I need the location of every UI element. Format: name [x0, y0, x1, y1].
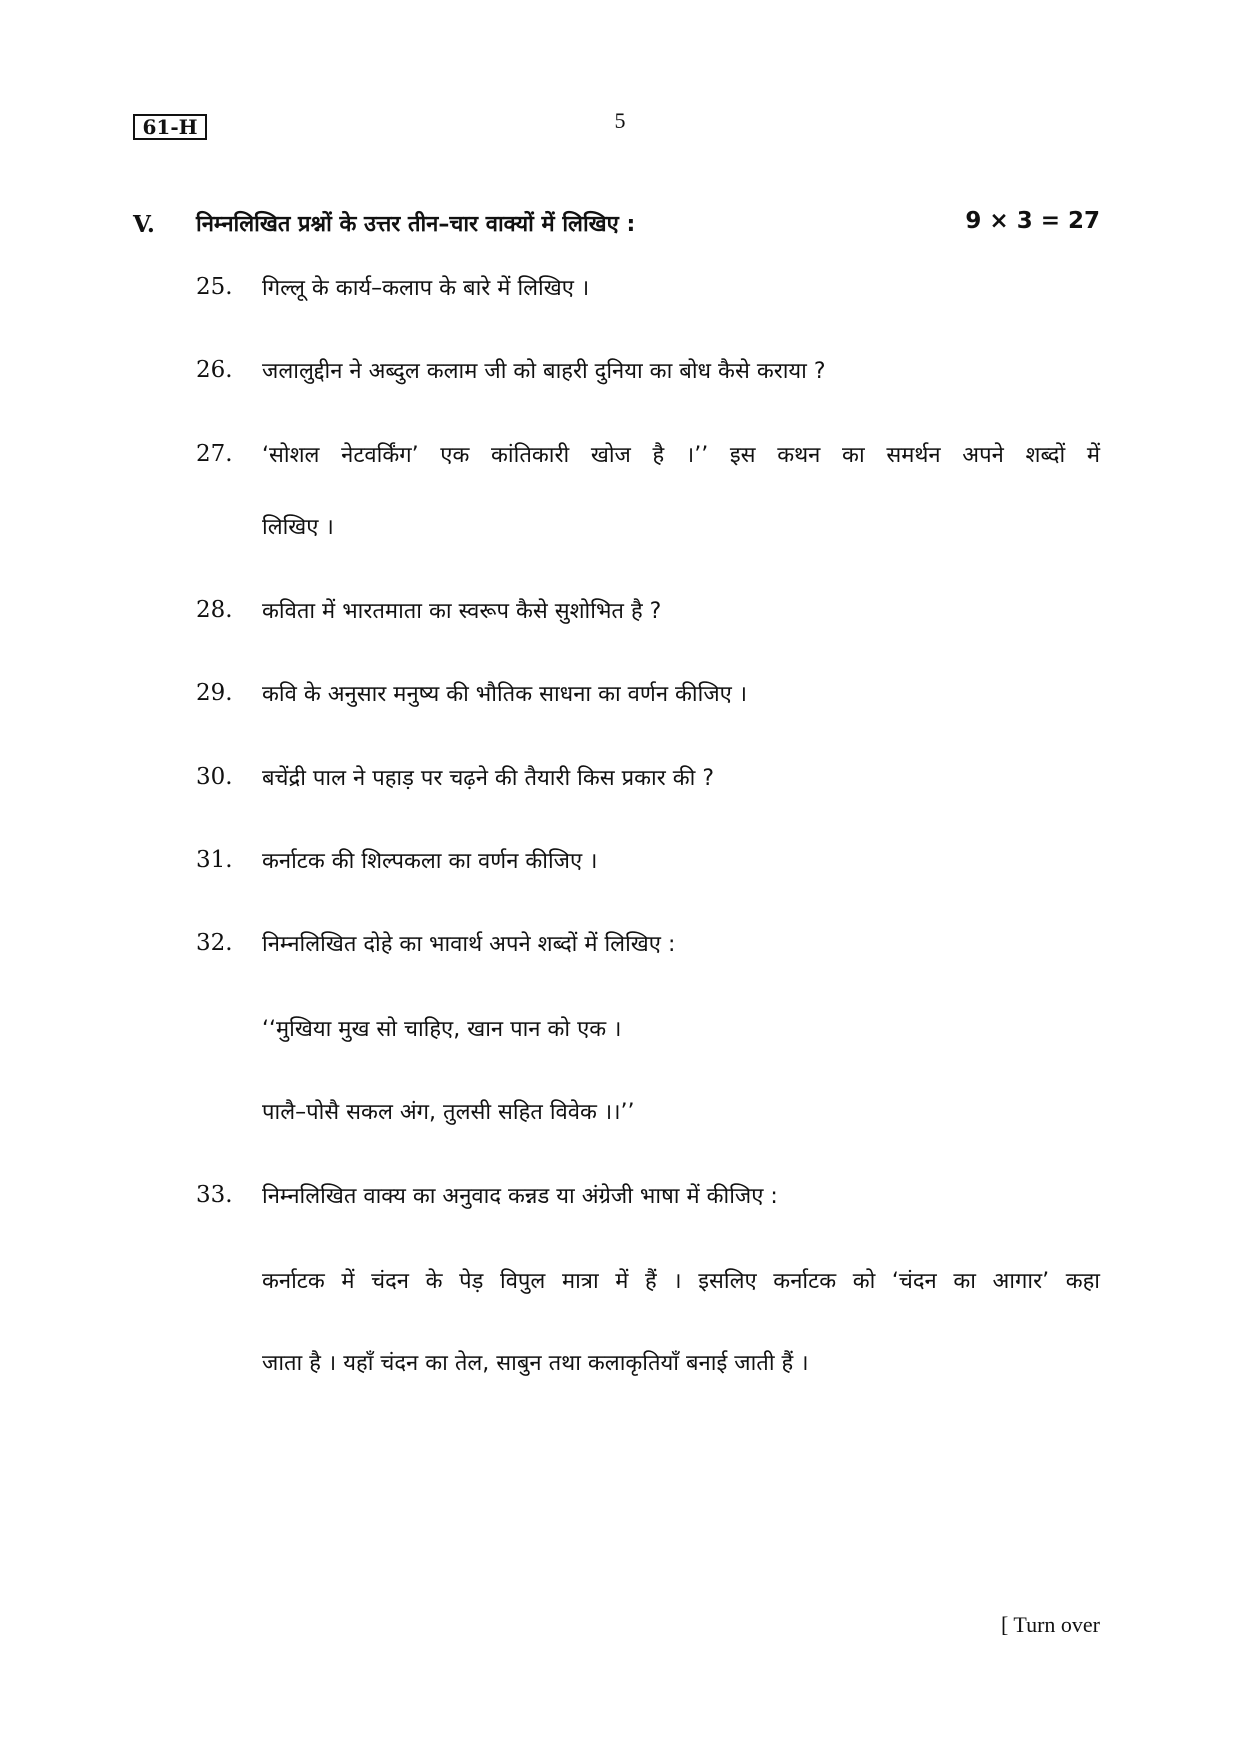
- question-31-text: कर्नाटक की शिल्पकला का वर्णन कीजिए ।: [262, 849, 598, 874]
- question-28-text: कविता में भारतमाता का स्वरूप कैसे सुशोभित है ?: [262, 599, 662, 624]
- translation-passage-line-2: जाता है । यहाँ चंदन का तेल, साबुन तथा कलाकृतियाँ बनाई जाती हैं ।: [262, 1351, 809, 1376]
- question-31-number: 31.: [196, 847, 233, 873]
- question-25-text: गिल्लू के कार्य–कलाप के बारे में लिखिए ।: [262, 276, 590, 301]
- question-32-number: 32.: [196, 930, 233, 956]
- question-25-number: 25.: [196, 274, 233, 300]
- question-27-number: 27.: [196, 441, 233, 467]
- question-27-text-line2: लिखिए ।: [262, 515, 334, 540]
- question-30-number: 30.: [196, 764, 233, 790]
- question-28-number: 28.: [196, 597, 233, 623]
- question-33-number: 33.: [196, 1182, 233, 1208]
- section-number: V.: [133, 211, 155, 238]
- question-32-text: निम्नलिखित दोहे का भावार्थ अपने शब्दों में लिखिए :: [262, 932, 676, 957]
- paper-code-box: 61-H: [133, 114, 207, 140]
- question-27-text-line1: ‘सोशल नेटवर्किंग’ एक कांतिकारी खोज है ।’’ इस कथन का समर्थन अपने शब्दों में: [262, 443, 1100, 468]
- question-26-text: जलालुद्दीन ने अब्दुल कलाम जी को बाहरी दुनिया का बोध कैसे कराया ?: [262, 359, 826, 384]
- question-26-number: 26.: [196, 357, 233, 383]
- section-heading: निम्नलिखित प्रश्नों के उत्तर तीन–चार वाक्यों में लिखिए :: [196, 212, 636, 237]
- question-33-text: निम्नलिखित वाक्य का अनुवाद कन्नड या अंग्रेजी भाषा में कीजिए :: [262, 1184, 778, 1209]
- doha-line-1: ‘‘मुखिया मुख सो चाहिए, खान पान को एक ।: [262, 1017, 622, 1042]
- translation-passage-line-1: कर्नाटक में चंदन के पेड़ विपुल मात्रा में हैं । इसलिए कर्नाटक को ‘चंदन का आगार’ कहा: [262, 1269, 1100, 1294]
- turn-over-note: [ Turn over: [1000, 1612, 1100, 1637]
- page-number: 5: [614, 108, 626, 133]
- section-marks: 9 × 3 = 27: [965, 208, 1100, 234]
- doha-line-2: पालै–पोसै सकल अंग, तुलसी सहित विवेक ।।’’: [262, 1100, 635, 1125]
- question-30-text: बचेंद्री पाल ने पहाड़ पर चढ़ने की तैयारी किस प्रकार की ?: [262, 766, 714, 791]
- question-29-number: 29.: [196, 680, 233, 706]
- question-29-text: कवि के अनुसार मनुष्य की भौतिक साधना का वर्णन कीजिए ।: [262, 682, 748, 707]
